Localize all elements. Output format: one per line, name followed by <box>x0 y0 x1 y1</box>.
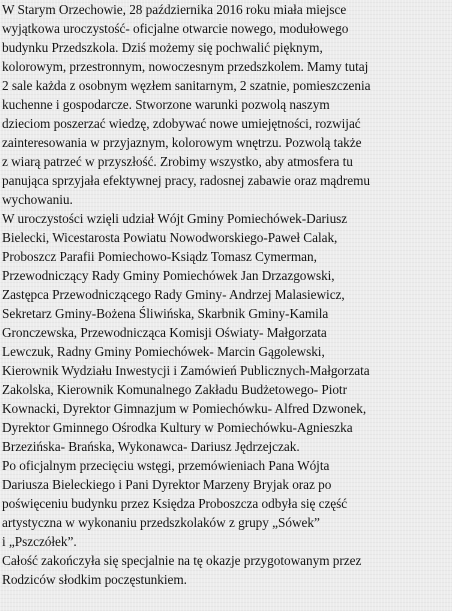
text-line: budynku Przedszkola. Dziś możemy się pochwalić pięknym, <box>2 40 323 55</box>
paragraph-opening <box>2 0 450 209</box>
text-line: Lewczuk, Radny Gminy Pomiechówek- Marcin Gągolewski, <box>2 344 325 359</box>
text-line: Po oficjalnym przecięciu wstęgi, przemówieniach Pana Wójta <box>2 458 330 473</box>
text-line: z wiarą patrzeć w przyszłość. Zrobimy wszystko, aby atmosfera tu <box>2 154 353 169</box>
text-line: wyjątkowa uroczystość- oficjalne otwarcie nowego, modułowego <box>2 21 349 36</box>
text-line: Dyrektor Gminnego Ośrodka Kultury w Pomiechówku-Agnieszka <box>2 420 353 435</box>
text-line: wychowaniu. <box>2 192 73 207</box>
text-line: W uroczystości wzięli udział Wójt Gminy Pomiechówek-Dariusz <box>2 211 348 226</box>
text-line: Proboszcz Parafii Pomiechowo-Ksiądz Tomasz Cymerman, <box>2 249 317 264</box>
text-line: artystyczna w wykonaniu przedszkolaków z grupy „Sówek” <box>2 515 320 530</box>
text-line: Sekretarz Gminy-Bożena Śliwińska, Skarbnik Gminy-Kamila <box>2 306 329 321</box>
text-line: Kownacki, Dyrektor Gimnazjum w Pomiechówku- Alfred Dzwonek, <box>2 401 367 416</box>
text-line: 2 sale każda z osobnym węzłem sanitarnym, 2 szatnie, pomieszczenia <box>2 78 371 93</box>
text-line: Rodziców słodkim poczęstunkiem. <box>2 572 187 587</box>
text-line: Kierownik Wydziału Inwestycji i Zamówień Publicznych-Małgorzata <box>2 363 370 378</box>
text-line: W Starym Orzechowie, 28 października 2016 roku miała miejsce <box>2 2 347 17</box>
text-line: Przewodniczący Rady Gminy Pomiechówek Jan Drzazgowski, <box>2 268 335 283</box>
text-line: kuchenne i gospodarcze. Stworzone warunki pozwolą naszym <box>2 97 330 112</box>
text-line: Brzezińska- Brańska, Wykonawca- Dariusz Jędrzejczak. <box>2 439 300 454</box>
text-line: i „Pszczółek”. <box>2 534 77 549</box>
paragraph-closing <box>2 551 450 589</box>
text-line: poświęceniu budynku przez Księdza Proboszcza odbyła się część <box>2 496 348 511</box>
text-line: Zastępca Przewodniczącego Rady Gminy- Andrzej Malasiewicz, <box>2 287 345 302</box>
text-line: zainteresowania w przyjaznym, kolorowym wnętrzu. Pozwolą także <box>2 135 362 150</box>
text-line: Całość zakończyła się specjalnie na tę okazje przygotowanym przez <box>2 553 362 568</box>
paragraph-ceremony <box>2 456 450 551</box>
text-line: dzieciom poszerzać wiedzę, zdobywać nowe umiejętności, rozwijać <box>2 116 361 131</box>
text-line: Gronczewska, Przewodnicząca Komisji Oświaty- Małgorzata <box>2 325 327 340</box>
text-line: Bielecki, Wicestarosta Powiatu Nowodworskiego-Paweł Calak, <box>2 230 338 245</box>
text-line: Zakolska, Kierownik Komunalnego Zakładu Budżetowego- Piotr <box>2 382 347 397</box>
text-line: panująca sprzyjała efektywnej pracy, radosnej zabawie oraz mądremu <box>2 173 370 188</box>
text-line: Dariusza Bieleckiego i Pani Dyrektor Marzeny Bryjak oraz po <box>2 477 332 492</box>
paragraph-guests <box>2 209 450 456</box>
text-line: kolorowym, przestronnym, nowoczesnym przedszkolem. Mamy tutaj <box>2 59 369 74</box>
article-body <box>2 0 450 589</box>
